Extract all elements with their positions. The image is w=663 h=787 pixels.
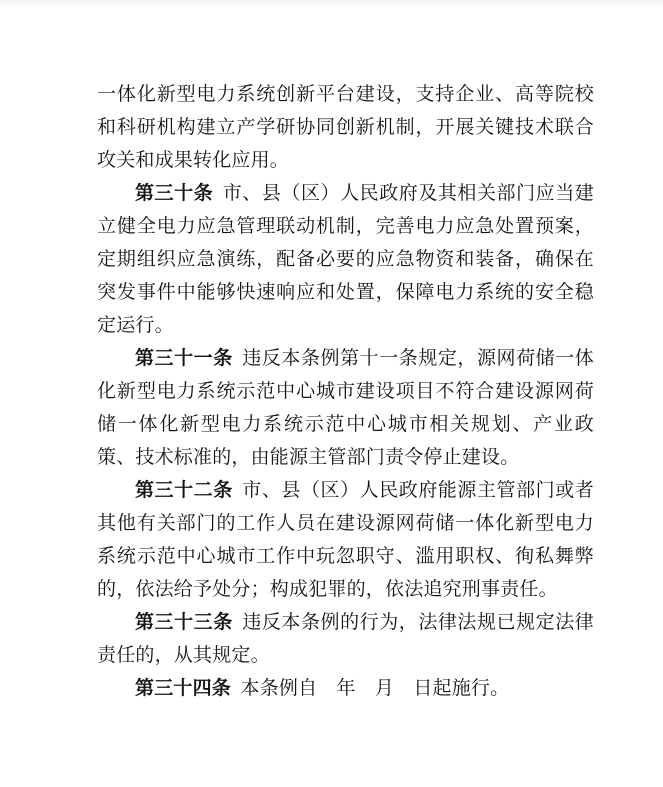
article-paragraph	[97, 606, 594, 672]
document-body	[97, 78, 594, 705]
article-number-label: 第三十二条	[135, 480, 233, 501]
article-number-label: 第三十四条	[135, 678, 232, 699]
article-number-label: 第三十三条	[135, 612, 233, 633]
article-text: 一体化新型电力系统创新平台建设，支持企业、高等院校和科研机构建立产学研协同创新机制，开展关键技术联合攻关和成果转化应用。	[97, 84, 594, 171]
article-paragraph	[97, 672, 594, 705]
article-paragraph	[97, 474, 594, 606]
article-paragraph	[97, 78, 594, 177]
article-number-label: 第三十条	[135, 183, 214, 204]
article-text: 市、县（区）人民政府能源主管部门或者其他有关部门的工作人员在建设源网荷储一体化新型电力系统示范中心城市工作中玩忽职守、滥用职权、徇私舞弊的，依法给予处分；构成犯罪的，依法追究刑事责任。	[97, 480, 594, 600]
article-paragraph	[97, 177, 594, 342]
article-number-label: 第三十一条	[135, 348, 233, 369]
page-top-edge	[0, 0, 663, 7]
article-text: 违反本条例第十一条规定，源网荷储一体化新型电力系统示范中心城市建设项目不符合建设源网荷储一体化新型电力系统示范中心城市相关规划、产业政策、技术标准的，由能源主管部门责令停止建设。	[97, 348, 594, 468]
article-text: 市、县（区）人民政府及其相关部门应当建立健全电力应急管理联动机制，完善电力应急处置预案，定期组织应急演练，配备必要的应急物资和装备，确保在突发事件中能够快速响应和处置，保障电力系统的安全稳定运行。	[97, 183, 594, 336]
article-paragraph	[97, 342, 594, 474]
article-text: 违反本条例的行为，法律法规已规定法律责任的，从其规定。	[97, 612, 594, 666]
article-text: 本条例自 年 月 日起施行。	[240, 678, 510, 699]
